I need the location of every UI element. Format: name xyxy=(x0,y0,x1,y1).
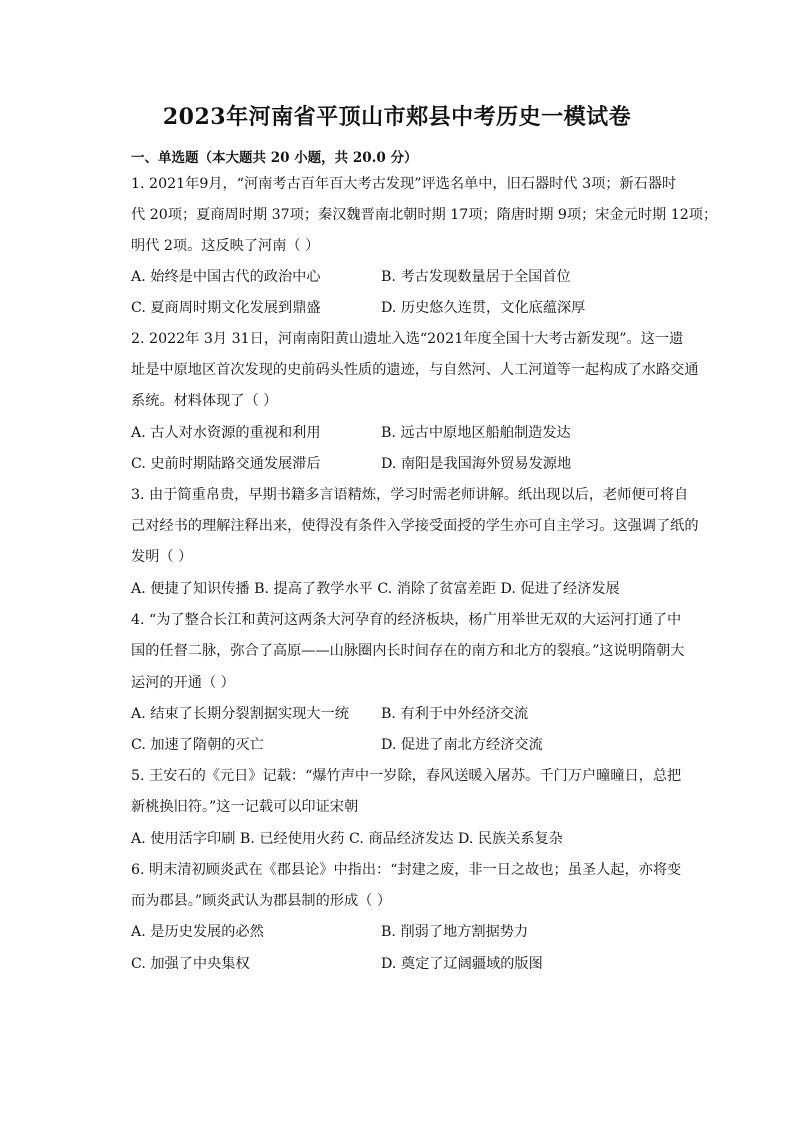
q2-line-1: 2. 2022年 3月 31日，河南南阳黄山遗址入选“2021年度全国十大考古新发现”。这一遗 xyxy=(131,331,684,347)
q5-line-2: 新桃换旧符。”这一记载可以印证宋朝 xyxy=(131,799,359,815)
q4-option-c: C. 加速了隋朝的灭亡 xyxy=(131,737,264,753)
q4-option-a: A. 结束了长期分裂割据实现大一统 xyxy=(131,706,349,722)
q3-line-3: 发明（ ） xyxy=(131,549,193,565)
q3-options: A. 便捷了知识传播 B. 提高了教学水平 C. 消除了贫富差距 D. 促进了经济发展 xyxy=(131,581,620,597)
q3-line-2: 己对经书的理解注释出来，使得没有条件入学接受面授的学生亦可自主学习。这强调了纸的 xyxy=(131,518,699,534)
q1-option-a: A. 始终是中国古代的政治中心 xyxy=(131,269,321,285)
q2-option-c: C. 史前时期陆路交通发展滞后 xyxy=(131,456,321,472)
q1-line-2: 代 20项；夏商周时期 37项；秦汉魏晋南北朝时期 17项；隋唐时期 9项；宋金元时期 12项； xyxy=(131,207,718,223)
q6-option-c: C. 加强了中央集权 xyxy=(131,956,250,972)
q6-line-2: 而为郡县。”顾炎武认为郡县制的形成（ ） xyxy=(131,893,392,909)
q1-option-d: D. 历史悠久连贯，文化底蕴深厚 xyxy=(381,300,586,316)
q4-line-2: 国的任督二脉，弥合了高原——山脉圈内长时间存在的南方和北方的裂痕。”这说明隋朝大 xyxy=(131,643,685,659)
q1-option-c: C. 夏商周时期文化发展到鼎盛 xyxy=(131,300,321,316)
q4-option-d: D. 促进了南北方经济交流 xyxy=(381,737,543,753)
q6-line-1: 6. 明末清初顾炎武在《郡县论》中指出：“封建之废，非一日之故也；虽圣人起，亦将变 xyxy=(131,862,682,878)
q6-option-d: D. 奠定了辽阔疆域的版图 xyxy=(381,956,543,972)
q4-line-1: 4. “为了整合长江和黄河这两条大河孕育的经济板块，杨广用举世无双的大运河打通了中 xyxy=(131,612,682,628)
q6-option-b: B. 削弱了地方割据势力 xyxy=(381,924,529,940)
q2-line-3: 系统。材料体现了（ ） xyxy=(131,393,278,409)
q4-line-3: 运河的开通（ ） xyxy=(131,675,235,691)
q2-option-b: B. 远古中原地区船舶制造发达 xyxy=(381,425,571,441)
q4-option-b: B. 有利于中外经济交流 xyxy=(381,706,529,722)
q2-line-2: 址是中原地区首次发现的史前码头性质的遗迹，与自然河、人工河道等一起构成了水路交通 xyxy=(131,362,699,378)
q1-line-1: 1. 2021年9月，“河南考古百年百大考古发现”评选名单中，旧石器时代 3项；新石器时 xyxy=(131,176,677,192)
q1-option-b: B. 考古发现数量居于全国首位 xyxy=(381,269,571,285)
section-header: 一、单选题（本大题共 20 小题，共 20.0 分） xyxy=(131,150,418,166)
q5-line-1: 5. 王安石的《元日》记载：“爆竹声中一岁除，春风送暖入屠苏。千门万户曈曈日，总把 xyxy=(131,768,682,784)
q2-option-d: D. 南阳是我国海外贸易发源地 xyxy=(381,456,572,472)
exam-title: 2023年河南省平顶山市郏县中考历史一模试卷 xyxy=(162,104,632,130)
q5-options: A. 使用活字印刷 B. 已经使用火药 C. 商品经济发达 D. 民族关系复杂 xyxy=(131,831,563,847)
q1-line-3: 明代 2项。这反映了河南（ ） xyxy=(131,238,320,254)
q2-option-a: A. 古人对水资源的重视和利用 xyxy=(131,425,321,441)
q6-option-a: A. 是历史发展的必然 xyxy=(131,924,264,940)
q3-line-1: 3. 由于简重帛贵，早期书籍多言语精炼，学习时需老师讲解。纸出现以后，老师便可将自 xyxy=(131,487,689,503)
